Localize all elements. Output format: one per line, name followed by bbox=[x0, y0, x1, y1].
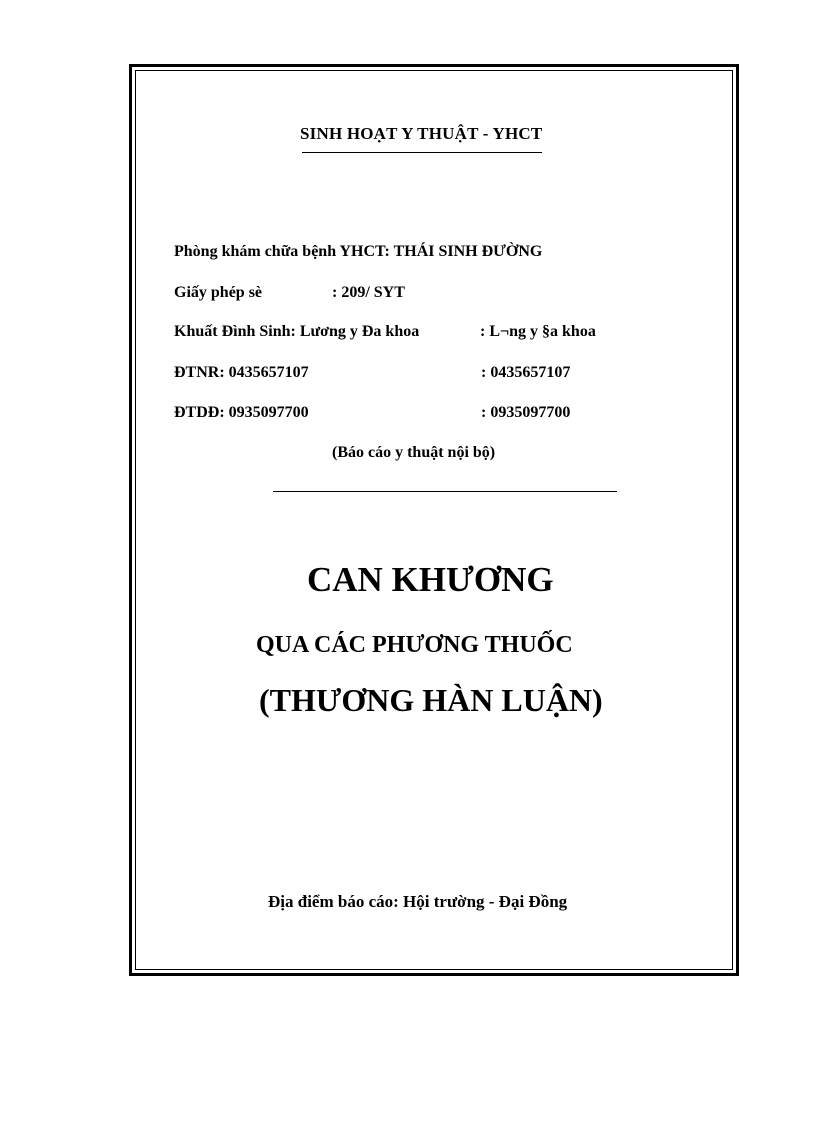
subtitle-formulas: QUA CÁC PHƯƠNG THUỐC bbox=[256, 632, 573, 658]
main-title: CAN KHƯƠNG bbox=[307, 560, 554, 599]
subtitle-treatise: (THƯƠNG HÀN LUẬN) bbox=[259, 682, 603, 718]
license-label: Giấy phép sè bbox=[174, 284, 263, 301]
clinic-name: Phòng khám chữa bệnh YHCT: THÁI SINH ĐƯỜNG bbox=[174, 243, 543, 260]
mobile-phone-repeat: : 0935097700 bbox=[481, 404, 571, 421]
home-phone: ĐTNR: 0435657107 bbox=[174, 364, 309, 381]
mobile-phone: ĐTDĐ: 0935097700 bbox=[174, 404, 309, 421]
section-divider-left bbox=[273, 491, 416, 492]
section-divider-right bbox=[416, 491, 617, 492]
report-location: Địa điểm báo cáo: Hội trường - Đại Đồng bbox=[268, 892, 568, 911]
header-underline bbox=[302, 152, 542, 153]
license-value: : 209/ SYT bbox=[332, 284, 405, 301]
page-border-inner bbox=[135, 70, 733, 970]
header-title: SINH HOẠT Y THUẬT - YHCT bbox=[300, 124, 543, 143]
doctor-title-legacy: : L¬ng y §a khoa bbox=[480, 323, 596, 340]
report-note: (Báo cáo y thuật nội bộ) bbox=[332, 444, 496, 461]
doctor-name: Khuất Đình Sinh: Lương y Đa khoa bbox=[174, 323, 420, 340]
home-phone-repeat: : 0435657107 bbox=[481, 364, 571, 381]
